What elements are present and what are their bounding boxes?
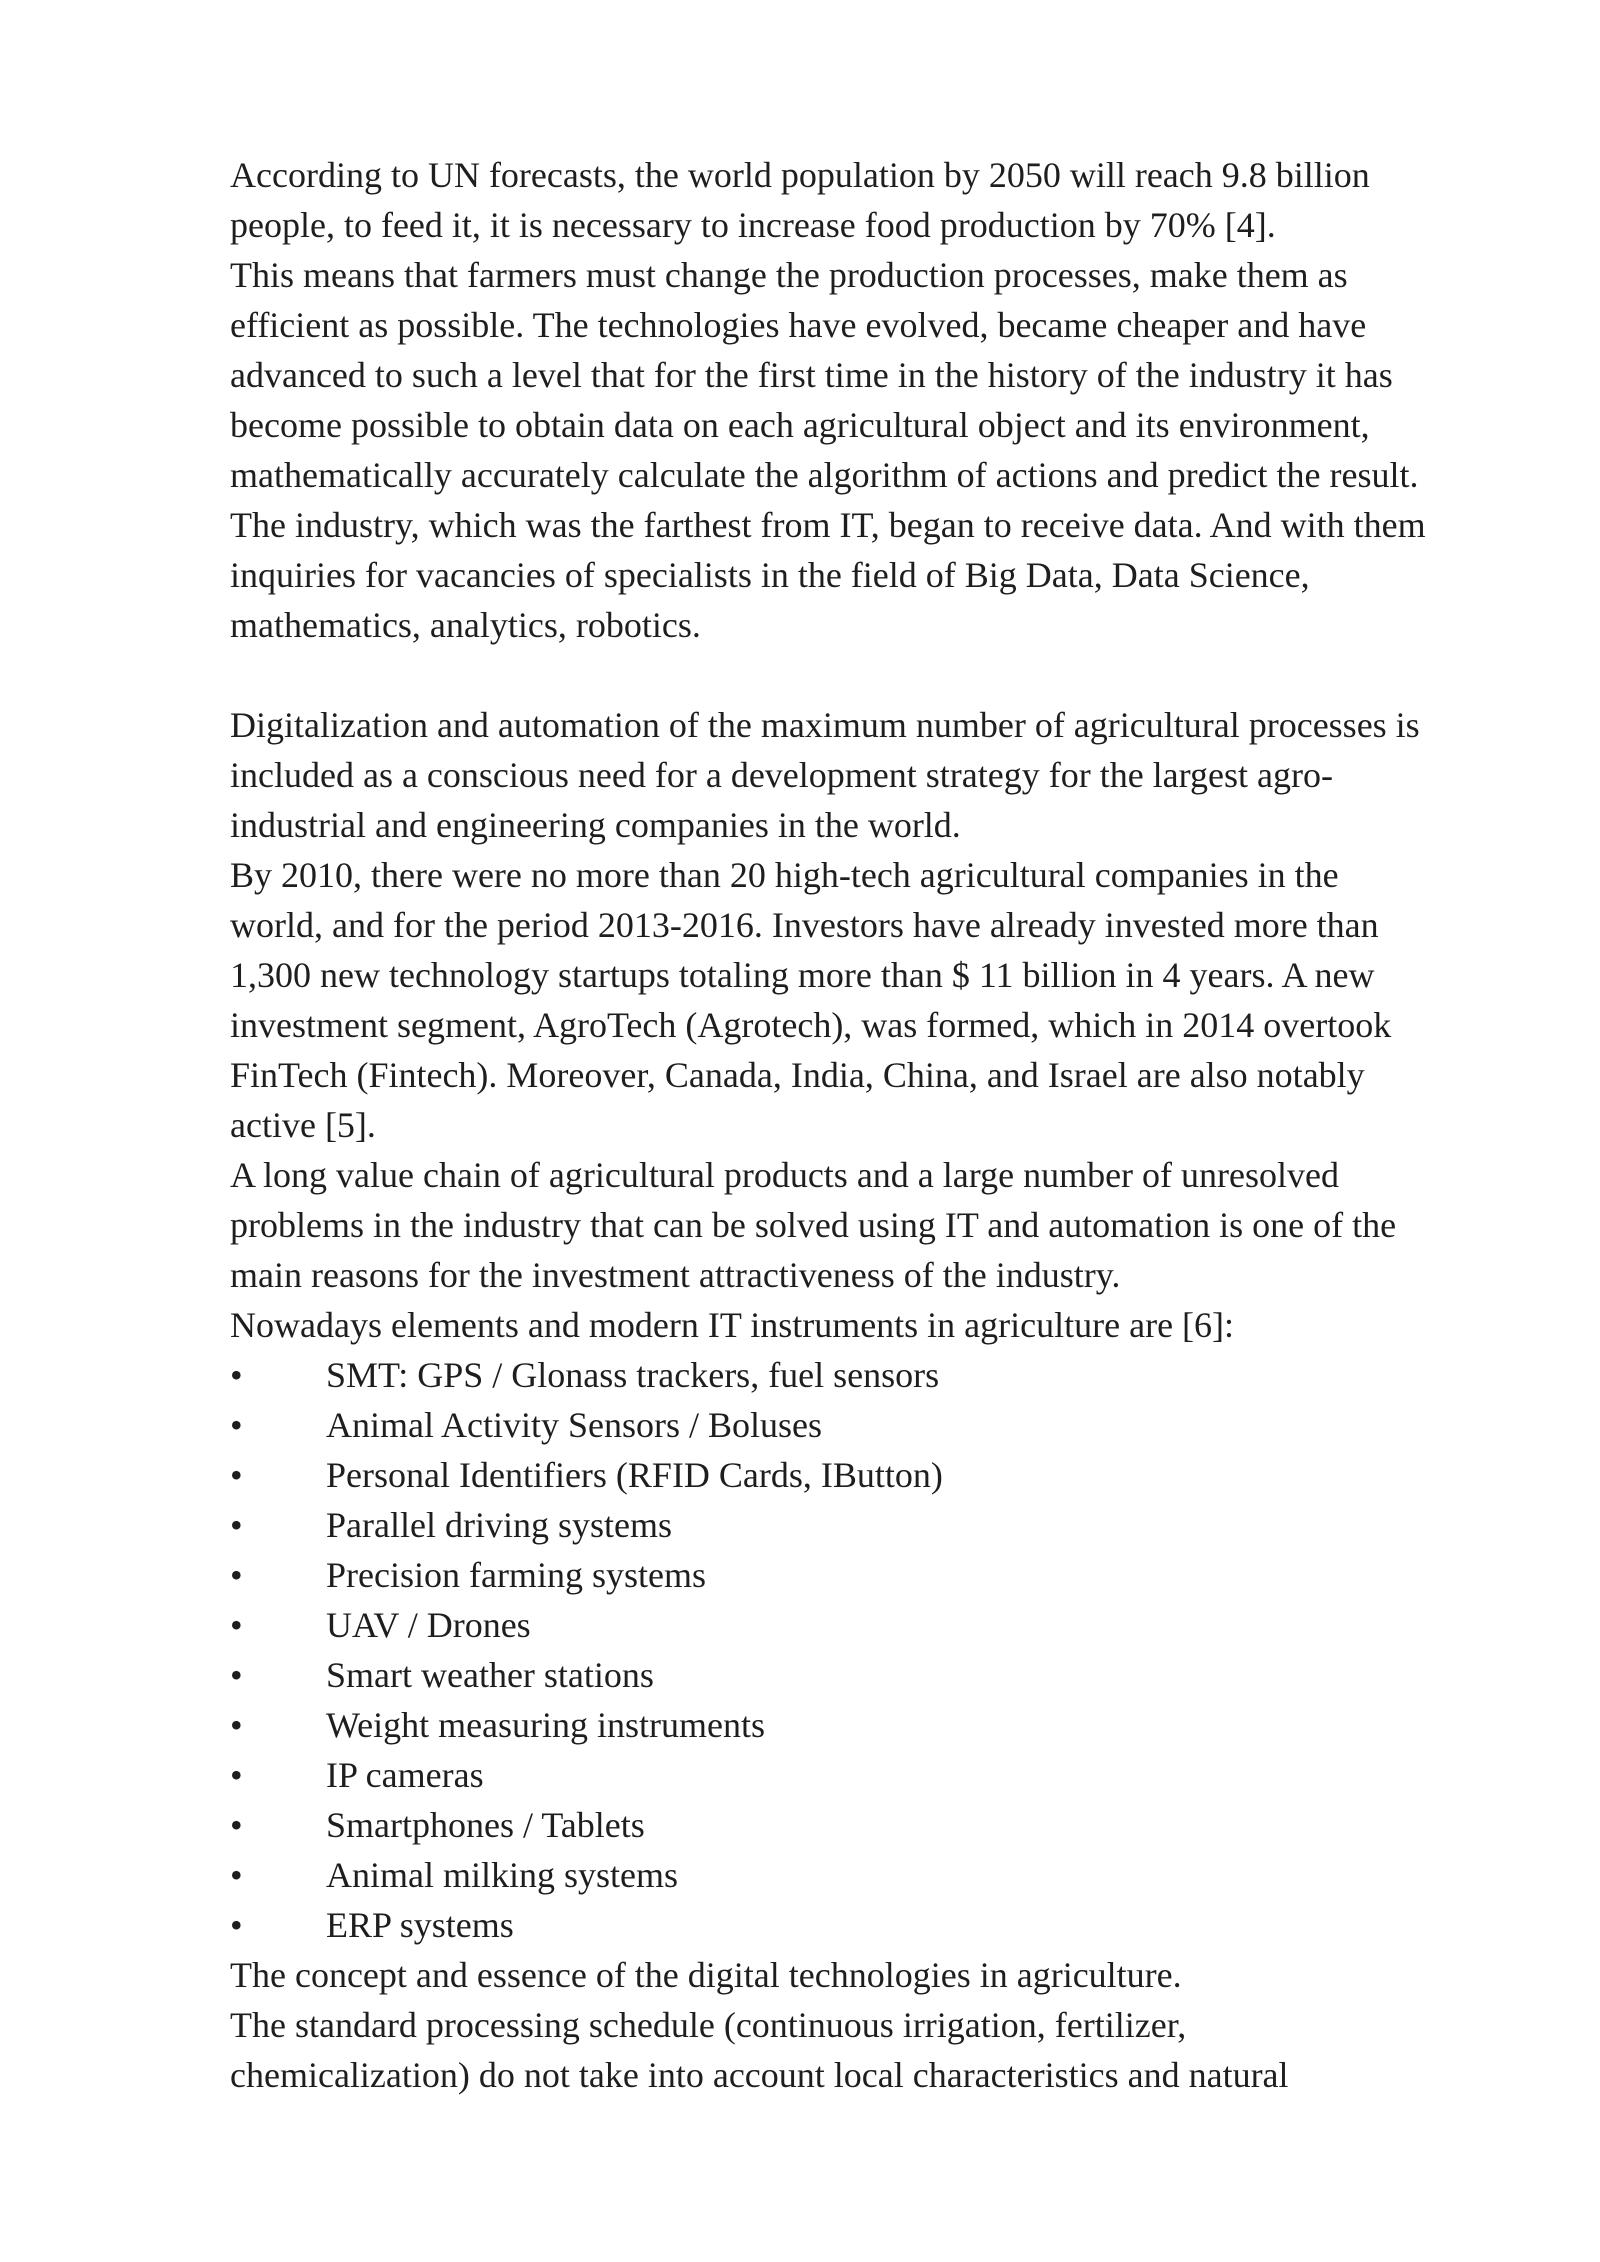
text-line: According to UN forecasts, the world population by 2050 will reach 9.8 billion	[230, 155, 1370, 195]
list-item	[230, 1500, 1520, 1550]
list-item	[230, 1400, 1520, 1450]
it-instruments-list	[230, 1350, 1520, 1950]
text-line: 1,300 new technology startups totaling more than $ 11 billion in 4 years. A new	[230, 955, 1375, 995]
list-item	[230, 1900, 1520, 1950]
list-item	[230, 1450, 1520, 1500]
bullet-icon: •	[230, 1355, 243, 1395]
bullet-icon: •	[230, 1755, 243, 1795]
list-item-label: Smartphones / Tablets	[326, 1805, 645, 1845]
list-item-label: Weight measuring instruments	[326, 1705, 766, 1745]
text-line: FinTech (Fintech). Moreover, Canada, India, China, and Israel are also notably	[230, 1055, 1365, 1095]
list-item-label: Animal milking systems	[326, 1855, 679, 1895]
bullet-icon: •	[230, 1905, 243, 1945]
text-line: Nowadays elements and modern IT instruments in agriculture are [6]:	[230, 1305, 1235, 1345]
list-item-label: Animal Activity Sensors / Boluses	[326, 1405, 823, 1445]
list-item	[230, 1800, 1520, 1850]
paragraph-gap	[230, 650, 1520, 700]
text-line: inquiries for vacancies of specialists in the field of Big Data, Data Science,	[230, 555, 1310, 595]
text-line: The concept and essence of the digital technologies in agriculture.	[230, 1955, 1182, 1995]
text-line: people, to feed it, it is necessary to increase food production by 70% [4].	[230, 205, 1276, 245]
text-line: The industry, which was the farthest from IT, began to receive data. And with them	[230, 505, 1426, 545]
document-page	[230, 150, 1520, 2100]
text-line: main reasons for the investment attractiveness of the industry.	[230, 1255, 1121, 1295]
list-item-label: ERP systems	[326, 1905, 514, 1945]
text-line: Digitalization and automation of the maximum number of agricultural processes is	[230, 705, 1420, 745]
bullet-icon: •	[230, 1655, 243, 1695]
paragraph-un-forecast	[230, 150, 1520, 650]
list-item	[230, 1850, 1520, 1900]
list-item-label: Precision farming systems	[326, 1555, 706, 1595]
bullet-icon: •	[230, 1405, 243, 1445]
text-line: investment segment, AgroTech (Agrotech), was formed, which in 2014 overtook	[230, 1005, 1392, 1045]
text-line: This means that farmers must change the production processes, make them as	[230, 255, 1348, 295]
text-line: mathematically accurately calculate the algorithm of actions and predict the result.	[230, 455, 1419, 495]
text-line: problems in the industry that can be solved using IT and automation is one of the	[230, 1205, 1397, 1245]
bullet-icon: •	[230, 1555, 243, 1595]
list-item	[230, 1350, 1520, 1400]
list-item-label: SMT: GPS / Glonass trackers, fuel sensors	[326, 1355, 940, 1395]
list-item	[230, 1700, 1520, 1750]
text-line: The standard processing schedule (continuous irrigation, fertilizer,	[230, 2005, 1187, 2045]
text-line: efficient as possible. The technologies have evolved, became cheaper and have	[230, 305, 1367, 345]
list-item	[230, 1750, 1520, 1800]
paragraph-concept	[230, 1950, 1520, 2100]
list-item	[230, 1600, 1520, 1650]
bullet-icon: •	[230, 1605, 243, 1645]
text-line: chemicalization) do not take into account local characteristics and natural	[230, 2055, 1289, 2095]
text-line: active [5].	[230, 1105, 376, 1145]
text-line: mathematics, analytics, robotics.	[230, 605, 701, 645]
text-line: A long value chain of agricultural products and a large number of unresolved	[230, 1155, 1339, 1195]
list-item-label: IP cameras	[326, 1755, 484, 1795]
text-line: included as a conscious need for a development strategy for the largest agro-	[230, 755, 1333, 795]
bullet-icon: •	[230, 1805, 243, 1845]
text-line: become possible to obtain data on each agricultural object and its environment,	[230, 405, 1370, 445]
bullet-icon: •	[230, 1855, 243, 1895]
bullet-icon: •	[230, 1705, 243, 1745]
list-item	[230, 1550, 1520, 1600]
text-line: By 2010, there were no more than 20 high-tech agricultural companies in the	[230, 855, 1339, 895]
text-line: industrial and engineering companies in the world.	[230, 805, 961, 845]
text-line: advanced to such a level that for the first time in the history of the industry it has	[230, 355, 1393, 395]
bullet-icon: •	[230, 1505, 243, 1545]
bullet-icon: •	[230, 1455, 243, 1495]
paragraph-digitalization	[230, 700, 1520, 1350]
text-line: world, and for the period 2013-2016. Investors have already invested more than	[230, 905, 1379, 945]
list-item-label: UAV / Drones	[326, 1605, 531, 1645]
list-item-label: Personal Identifiers (RFID Cards, IButton)	[326, 1455, 943, 1495]
list-item-label: Smart weather stations	[326, 1655, 654, 1695]
list-item-label: Parallel driving systems	[326, 1505, 672, 1545]
list-item	[230, 1650, 1520, 1700]
